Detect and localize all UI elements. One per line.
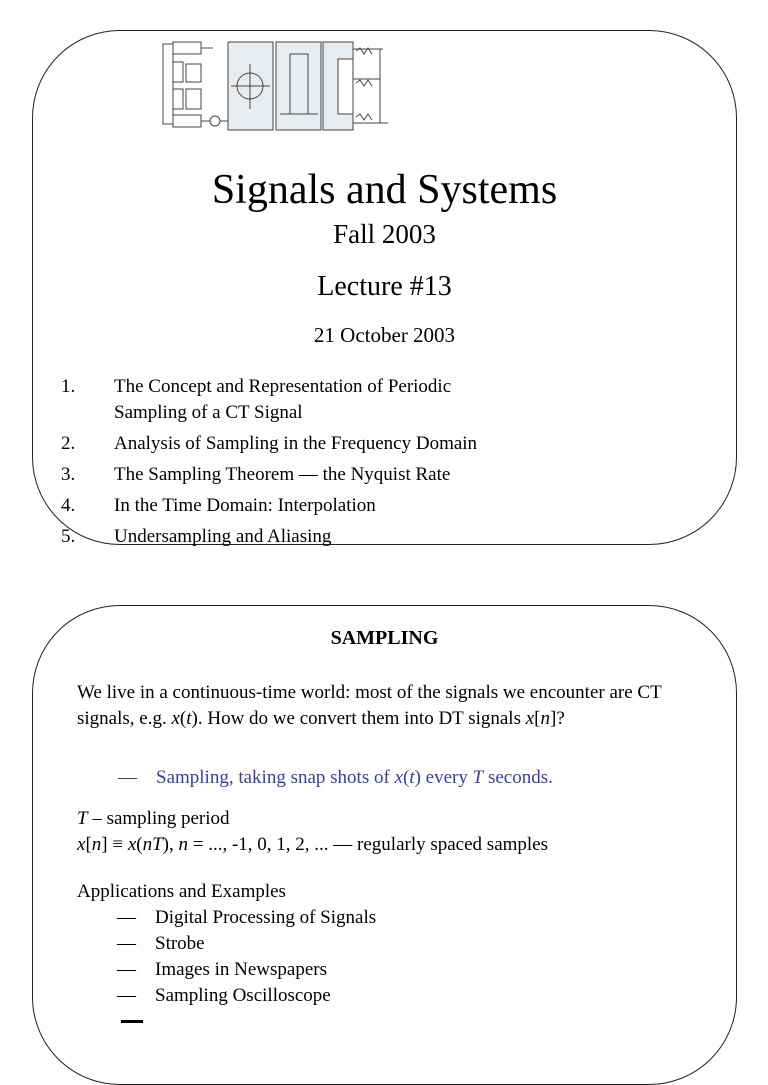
- sampling-formula: x[n] ≡ x(nT), n = ..., -1, 0, 1, 2, ... — regularly spaced samples: [77, 834, 549, 855]
- dash-bullet: —: [117, 907, 136, 928]
- list-item: [61, 462, 661, 488]
- list-item: [117, 905, 697, 931]
- course-title: Signals and Systems: [211, 167, 558, 213]
- applications-list: [117, 905, 697, 1009]
- dash-bullet: —: [117, 985, 136, 1006]
- list-item-text: Strobe: [155, 933, 205, 954]
- list-item-text: Digital Processing of Signals: [155, 907, 377, 928]
- list-item-number: 4.: [61, 495, 76, 516]
- slide-heading: SAMPLING: [330, 627, 439, 649]
- term: Fall 2003: [333, 219, 436, 249]
- course-logo: [158, 39, 398, 134]
- list-item: [61, 431, 661, 457]
- course-logo-diagram-icon: [158, 39, 398, 134]
- list-item-text: Sampling Oscilloscope: [155, 985, 331, 1006]
- topic-list: [61, 374, 661, 555]
- list-item-text: Undersampling and Aliasing: [114, 526, 332, 547]
- cut-off-dash: [121, 1020, 143, 1023]
- list-item-text: The Sampling Theorem — the Nyquist Rate: [114, 464, 451, 485]
- slide-1: [32, 30, 737, 545]
- sampling-definition: [118, 765, 718, 791]
- list-item-number: 1.: [61, 376, 76, 397]
- list-item-number: 3.: [61, 464, 76, 485]
- sampling-period-block: [77, 806, 697, 858]
- list-item: [117, 957, 697, 983]
- list-item: [61, 524, 661, 550]
- dash-bullet: —: [118, 767, 137, 788]
- list-item: [61, 374, 661, 426]
- list-item-number: 5.: [61, 526, 76, 547]
- intro-paragraph: We live in a continuous-time world: most of the signals we encounter are CT signals, e.g. x(t). How do we convert them into DT signals x[n]?: [77, 682, 662, 729]
- list-item-text: In the Time Domain: Interpolation: [114, 495, 376, 516]
- list-item: [117, 983, 697, 1009]
- slide-2: [32, 605, 737, 1085]
- dash-bullet: —: [117, 933, 136, 954]
- list-item: [117, 931, 697, 957]
- list-item: [61, 493, 661, 519]
- list-item-text: The Concept and Representation of Periodic Sampling of a CT Signal: [114, 376, 452, 423]
- applications-heading: Applications and Examples: [77, 881, 286, 902]
- applications-block: [77, 879, 697, 1009]
- list-item-text: Analysis of Sampling in the Frequency Domain: [114, 433, 478, 454]
- dash-bullet: —: [117, 959, 136, 980]
- sampling-text: Sampling, taking snap shots of x(t) every T seconds.: [156, 767, 553, 788]
- sampling-period: T – sampling period: [77, 808, 230, 829]
- list-item-text: Images in Newspapers: [155, 959, 328, 980]
- lecture-date: 21 October 2003: [313, 323, 456, 347]
- lecture-number: Lecture #13: [317, 271, 452, 302]
- list-item-number: 2.: [61, 433, 76, 454]
